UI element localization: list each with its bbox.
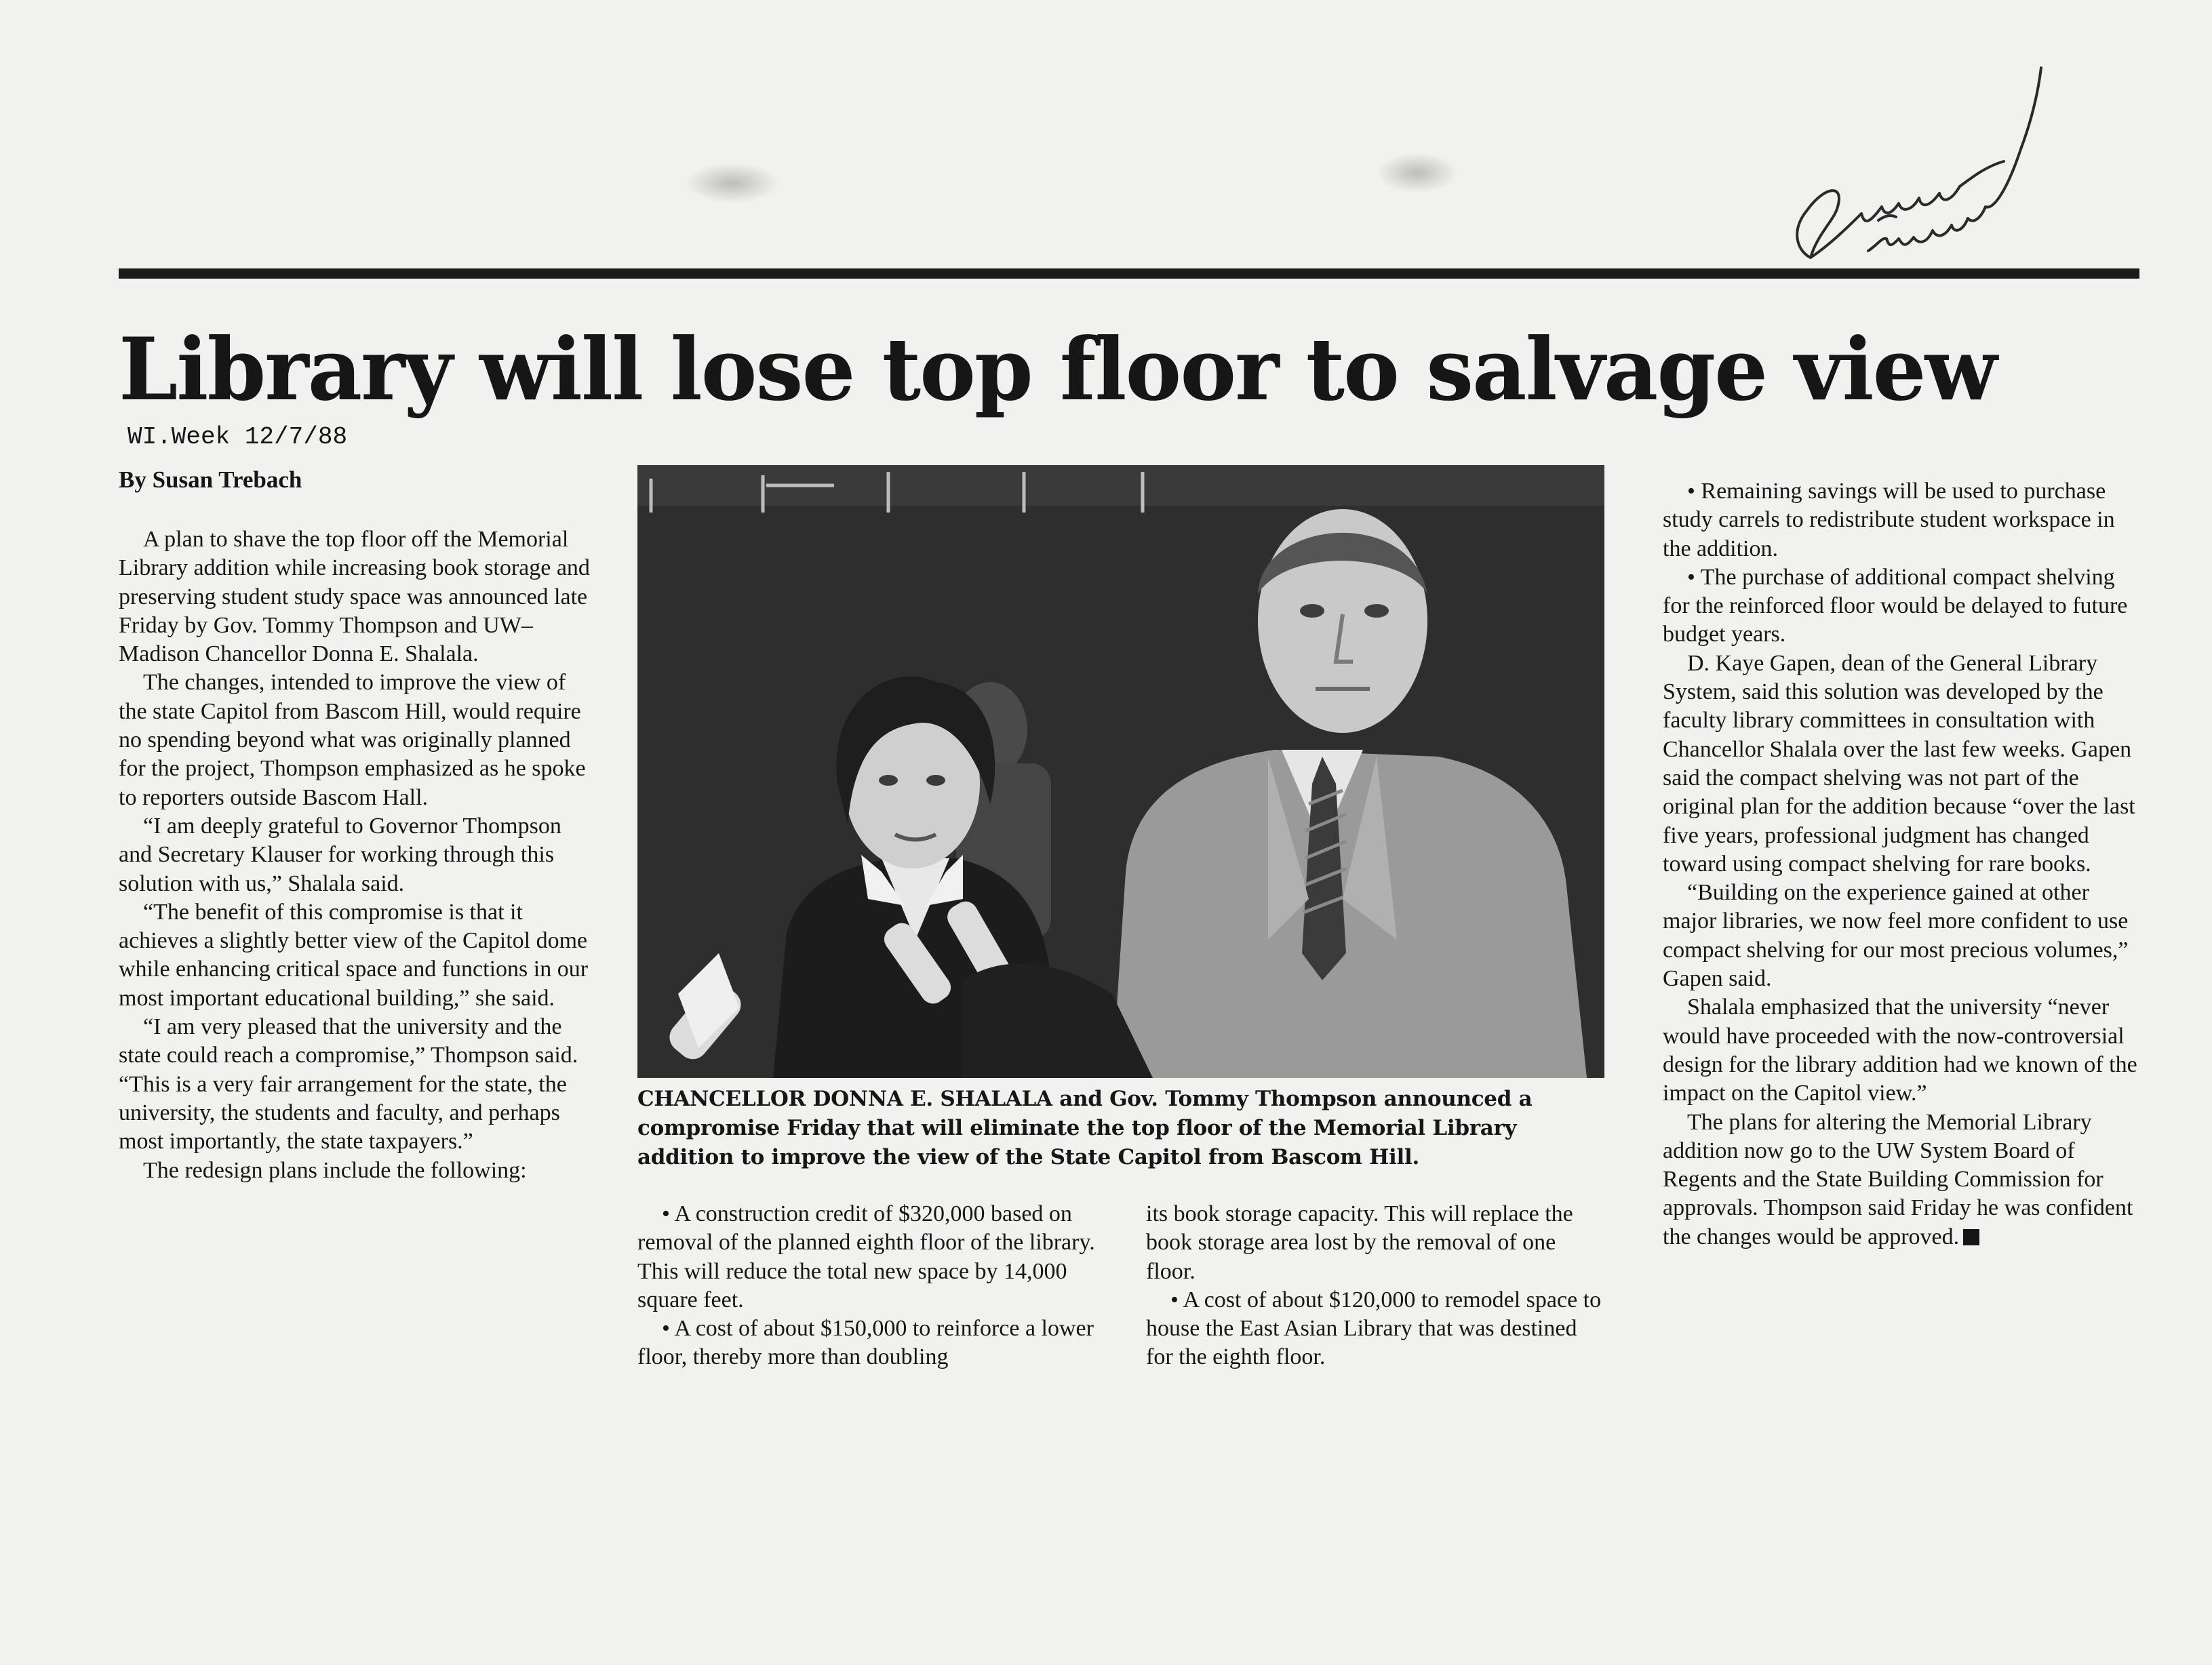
- paragraph: its book storage capacity. This will replace the book storage area lost by the removal of one floor.: [1146, 1201, 1573, 1284]
- paragraph: • A cost of about $120,000 to remodel space to house the East Asian Library that was destined for the eighth floor.: [1146, 1287, 1602, 1370]
- news-photo: [637, 465, 1604, 1078]
- paragraph-text: The plans for altering the Memorial Library addition now go to the UW System Board of Regents and the State Building Commission for approvals. Thompson said Friday he was confident the changes would be approved.: [1663, 1109, 2133, 1249]
- article-column-1: [119, 525, 593, 1185]
- end-of-story-mark: [1963, 1229, 1979, 1245]
- byline: By Susan Trebach: [119, 466, 302, 493]
- headline: Library will lose top floor to salvage view: [119, 319, 1996, 420]
- photo-caption: CHANCELLOR DONNA E. SHALALA and Gov. Tommy Thompson announced a compromise Friday that will eliminate the top floor of the Memorial Library addition to improve the view of the State Capitol from Bascom Hill.: [637, 1087, 1533, 1169]
- article-column-2: [637, 1200, 1105, 1372]
- article-column-4: [1663, 477, 2137, 1251]
- publication-date-note: WI.Week 12/7/88: [127, 423, 348, 451]
- paragraph: “I am very pleased that the university and the state could reach a compromise,” Thompson said. “This is a very fair arrangement for the state, the university, the students and faculty, and perhaps most importantly, the state taxpayers.”: [119, 1014, 578, 1155]
- paragraph: “The benefit of this compromise is that it achieves a slightly better view of the Capitol dome while enhancing critical space and functions in our most important educational building,” she said.: [119, 899, 589, 1011]
- paragraph: The redesign plans include the following:: [143, 1157, 527, 1183]
- paragraph: • A cost of about $150,000 to reinforce a lower floor, thereby more than doubling: [637, 1316, 1094, 1370]
- paragraph: A plan to shave the top floor off the Memorial Library addition while increasing book storage and preserving student study space was announced late Friday by Gov. Tommy Thompson and UW–Madison Chancellor Donna E. Shalala.: [119, 527, 590, 667]
- photo-illustration: [637, 465, 1604, 1078]
- paragraph: • Remaining savings will be used to purchase study carrels to redistribute student workspace in the addition.: [1663, 479, 2115, 561]
- article-column-3: [1146, 1200, 1607, 1372]
- paragraph: “I am deeply grateful to Governor Thompson and Secretary Klauser for working through this solution with us,” Shalala said.: [119, 813, 561, 896]
- headline-rule: [119, 268, 2139, 279]
- paragraph: D. Kaye Gapen, dean of the General Library System, said this solution was developed by the faculty library committees in consultation with Chancellor Shalala over the last few weeks. Gapen said the compact shelving was not part of the original plan for the addition because “over the last five years, professional judgment has changed toward using compact shelving for rare books.: [1663, 650, 2135, 877]
- paragraph: • A construction credit of $320,000 based on removal of the planned eighth floor of the library. This will reduce the total new space by 14,000 square feet.: [637, 1201, 1095, 1312]
- paragraph: The changes, intended to improve the view of the state Capitol from Bascom Hill, would require no spending beyond what was originally planned for the project, Thompson emphasized as he spoke to reporters outside Bascom Hall.: [119, 670, 586, 810]
- handwritten-note: [1770, 47, 2055, 278]
- paragraph: [1663, 1108, 2137, 1251]
- bleed-through-smudge: [685, 163, 780, 203]
- bleed-through-smudge: [1377, 153, 1458, 193]
- paragraph: • The purchase of additional compact shelving for the reinforced floor would be delayed to future budget years.: [1663, 564, 2128, 647]
- paragraph: “Building on the experience gained at other major libraries, we now feel more confident to use compact shelving for our most precious volumes,” Gapen said.: [1663, 880, 2129, 992]
- paragraph: Shalala emphasized that the university “never would have proceeded with the now-controversial design for the library addition had we known of the impact on the Capitol view.”: [1663, 995, 2137, 1106]
